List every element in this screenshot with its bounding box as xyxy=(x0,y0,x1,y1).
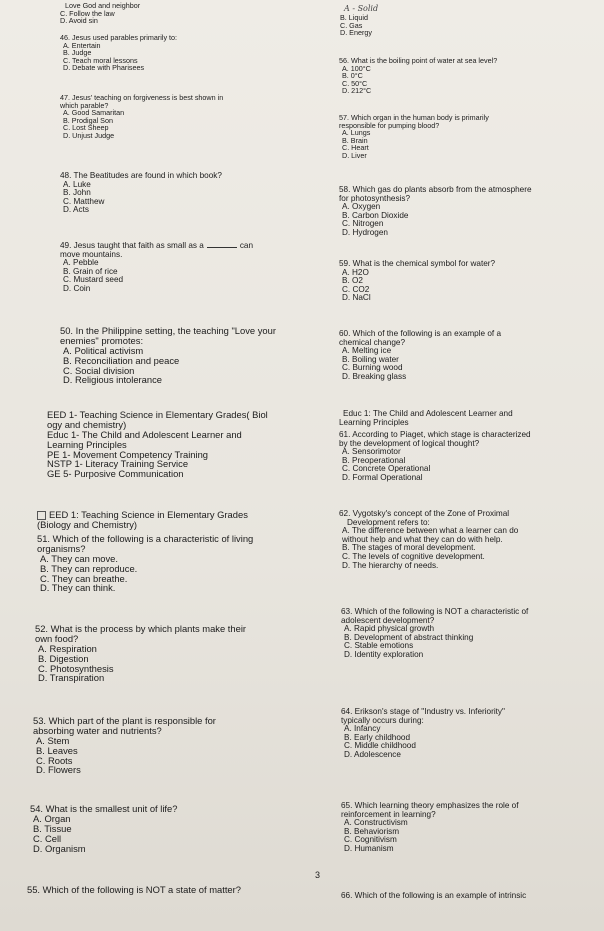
option: A. Oxygen xyxy=(342,202,381,212)
question-stem: adolescent development? xyxy=(341,615,435,625)
option: C. They can breathe. xyxy=(40,572,128,584)
question-stem: chemical change? xyxy=(339,337,405,347)
question-stem: organisms? xyxy=(37,542,86,554)
option: D. Debate with Pharisees xyxy=(63,63,145,73)
question-stem: 54. What is the smallest unit of life? xyxy=(30,803,178,814)
question-stem: enemies" promotes: xyxy=(60,334,144,346)
option: A. The difference between what a learner can do xyxy=(342,526,519,536)
option: D. Adolescence xyxy=(344,750,401,760)
question-stem: move mountains. xyxy=(60,249,123,259)
option: C. Photosynthesis xyxy=(38,662,114,674)
option: A. Lungs xyxy=(342,128,371,138)
educ-section xyxy=(339,410,513,427)
option: D. Breaking glass xyxy=(342,372,407,382)
option: B. Early childhood xyxy=(344,732,410,742)
top-item: D. Energy xyxy=(340,28,372,38)
option: A. They can move. xyxy=(40,552,118,564)
question-55 xyxy=(27,885,241,895)
question-46 xyxy=(60,34,177,72)
option: B. Brain xyxy=(342,135,368,145)
question-stem: Development refers to: xyxy=(347,517,430,527)
option: B. 0°C xyxy=(342,71,363,81)
question-stem: 47. Jesus' teaching on forgiveness is best shown in xyxy=(60,93,224,102)
question-stem: 51. Which of the following is a characteristic of living xyxy=(37,533,254,544)
question-50 xyxy=(60,326,276,385)
option: D. Hydrogen xyxy=(342,228,388,238)
question-stem: for photosynthesis? xyxy=(339,193,411,203)
option: B. O2 xyxy=(342,276,363,286)
option: D. Transpiration xyxy=(38,672,105,684)
question-57 xyxy=(339,114,489,159)
answer-blank xyxy=(207,247,237,248)
section-header: (Biology and Chemistry) xyxy=(37,519,138,531)
option: C. Stable emotions xyxy=(344,641,414,651)
question-65 xyxy=(341,802,519,854)
option: A. Rapid physical growth xyxy=(344,624,435,634)
question-stem: 59. What is the chemical symbol for water? xyxy=(339,259,496,268)
option: B. Tissue xyxy=(33,822,72,834)
option: B. Carbon Dioxide xyxy=(342,210,409,220)
question-53 xyxy=(33,716,216,775)
question-stem: can xyxy=(239,241,254,250)
option: B. They can reproduce. xyxy=(40,562,138,574)
question-stem: 50. In the Philippine setting, the teaching "Love your xyxy=(60,325,276,336)
option: D. NaCl xyxy=(342,293,371,303)
section-header: Learning Principles xyxy=(339,417,409,427)
option: D. Acts xyxy=(63,205,89,215)
option: A. Political activism xyxy=(63,344,144,356)
option: B. Leaves xyxy=(36,744,78,756)
question-58 xyxy=(339,186,532,238)
question-56 xyxy=(339,57,497,95)
question-48 xyxy=(60,172,222,215)
option: C. The levels of cognitive development. xyxy=(342,552,485,562)
question-stem: 61. According to Piaget, which stage is characterized xyxy=(339,430,531,439)
subject-line: GE 5- Purposive Communication xyxy=(47,468,184,480)
option: D. Unjust Judge xyxy=(63,130,115,140)
section-header: Educ 1: The Child and Adolescent Learner and xyxy=(343,409,513,418)
question-stem: reinforcement in learning? xyxy=(341,809,436,819)
question-stem: 64. Erikson's stage of "Industry vs. Inferiority" xyxy=(341,707,505,716)
option: A. Pebble xyxy=(63,258,99,268)
option: C. Burning wood xyxy=(342,363,403,373)
question-stem: which parable? xyxy=(60,100,109,110)
option: C. Lost Sheep xyxy=(63,123,109,133)
option: C. Roots xyxy=(36,754,73,766)
option: A. Entertain xyxy=(63,40,101,50)
section-header: EED 1: Teaching Science in Elementary Grades xyxy=(49,509,248,520)
subject-line: Learning Principles xyxy=(47,438,127,450)
option: B. Reconciliation and peace xyxy=(63,354,180,366)
option: D. The hierarchy of needs. xyxy=(342,560,439,570)
option: D. Religious intolerance xyxy=(63,374,163,386)
right-top-items xyxy=(340,14,372,37)
question-64 xyxy=(341,708,505,760)
option: A. Stem xyxy=(36,734,70,746)
option: B. Boiling water xyxy=(342,354,399,364)
option: B. Prodigal Son xyxy=(63,115,113,125)
option: A. Good Samaritan xyxy=(63,108,125,118)
option: C. Cell xyxy=(33,832,62,844)
top-item: Love God and neighbor xyxy=(65,1,141,10)
option: A. Infancy xyxy=(344,724,381,734)
subject-line: ogy and chemistry) xyxy=(47,418,127,430)
option: C. Matthew xyxy=(63,196,105,206)
question-66 xyxy=(341,892,526,901)
option: D. 212°C xyxy=(342,86,372,96)
option: D. Coin xyxy=(63,284,91,294)
question-62 xyxy=(339,510,518,570)
option: B. Development of abstract thinking xyxy=(344,632,474,642)
option: C. 50°C xyxy=(342,78,368,88)
question-59 xyxy=(339,260,495,303)
option: C. CO2 xyxy=(342,284,370,294)
subject-line: Educ 1- The Child and Adolescent Learner and xyxy=(47,428,242,440)
question-54 xyxy=(30,804,177,853)
left-top-items xyxy=(60,1,141,26)
question-stem: by the development of logical thought? xyxy=(339,438,480,448)
subject-list xyxy=(47,410,268,479)
eed-section xyxy=(37,510,248,530)
question-51 xyxy=(37,534,253,593)
question-stem: 53. Which part of the plant is responsible for xyxy=(33,715,216,726)
option: B. Judge xyxy=(63,48,92,58)
subject-line: NSTP 1- Literacy Training Service xyxy=(47,458,189,470)
question-stem: responsible for pumping blood? xyxy=(339,120,440,130)
page-number: 3 xyxy=(315,870,321,880)
question-52 xyxy=(35,624,246,683)
option: D. Flowers xyxy=(36,764,81,776)
option: without help and what they can do with help. xyxy=(342,534,503,544)
question-stem: 57. Which organ in the human body is primarily xyxy=(339,113,489,122)
question-stem: 62. Vygotsky's concept of the Zone of Proximal xyxy=(339,509,510,518)
question-60 xyxy=(339,330,501,382)
question-stem: 55. Which of the following is NOT a state of matter? xyxy=(27,884,241,895)
option: C. Mustard seed xyxy=(63,275,124,285)
subject-line: PE 1- Movement Competency Training xyxy=(47,448,209,460)
question-stem: 65. Which learning theory emphasizes the role of xyxy=(341,801,519,810)
question-61 xyxy=(339,431,531,483)
question-stem: absorbing water and nutrients? xyxy=(33,724,162,736)
handwritten-note: A - Solid xyxy=(344,4,379,13)
option: C. Social division xyxy=(63,364,135,376)
option: A. 100°C xyxy=(342,63,371,73)
option: A. Sensorimotor xyxy=(342,447,401,457)
top-item: C. Follow the law xyxy=(60,8,115,18)
option: A. Respiration xyxy=(38,642,97,654)
question-stem: 52. What is the process by which plants make their xyxy=(35,623,247,634)
option: A. Organ xyxy=(33,812,71,824)
option: B. Digestion xyxy=(38,652,89,664)
option: D. Formal Operational xyxy=(342,473,423,483)
question-stem: 66. Which of the following is an example of intrinsic xyxy=(341,891,527,900)
option: D. They can think. xyxy=(40,582,116,594)
top-item: D. Avoid sin xyxy=(60,16,98,26)
option: A. Constructivism xyxy=(344,818,408,828)
question-stem: 60. Which of the following is an example of a xyxy=(339,329,502,338)
option: A. H2O xyxy=(342,267,369,277)
question-47 xyxy=(60,94,223,139)
option: C. Heart xyxy=(342,143,369,153)
option: B. John xyxy=(63,188,91,198)
option: B. Grain of rice xyxy=(63,266,118,276)
option: C. Teach moral lessons xyxy=(63,55,138,65)
option: D. Organism xyxy=(33,842,86,854)
question-stem: 63. Which of the following is NOT a characteristic of xyxy=(341,607,529,616)
question-63 xyxy=(341,608,528,660)
option: C. Cognitivism xyxy=(344,835,397,845)
question-stem: own food? xyxy=(35,632,79,644)
option: B. The stages of moral development. xyxy=(342,543,476,553)
option: C. Nitrogen xyxy=(342,219,384,229)
option: A. Luke xyxy=(63,179,91,189)
option: B. Preoperational xyxy=(342,455,406,465)
question-stem: typically occurs during: xyxy=(341,715,424,725)
top-item: C. Gas xyxy=(340,20,363,30)
option: D. Humanism xyxy=(344,844,394,854)
question-stem: 58. Which gas do plants absorb from the atmosphere xyxy=(339,185,532,194)
top-item: B. Liquid xyxy=(340,13,368,22)
question-stem: 46. Jesus used parables primarily to: xyxy=(60,33,178,42)
option: D. Identity exploration xyxy=(344,650,424,660)
option: D. Liver xyxy=(342,150,367,160)
question-stem: 48. The Beatitudes are found in which book? xyxy=(60,171,222,180)
option: B. Behaviorism xyxy=(344,826,400,836)
question-stem: 49. Jesus taught that faith as small as a xyxy=(60,241,204,250)
question-stem: 56. What is the boiling point of water at sea level? xyxy=(339,56,498,65)
option: A. Melting ice xyxy=(342,346,392,356)
subject-line: EED 1- Teaching Science in Elementary Grades( Biol xyxy=(47,409,268,420)
option: C. Concrete Operational xyxy=(342,464,431,474)
option: C. Middle childhood xyxy=(344,741,416,751)
question-49 xyxy=(60,242,253,294)
